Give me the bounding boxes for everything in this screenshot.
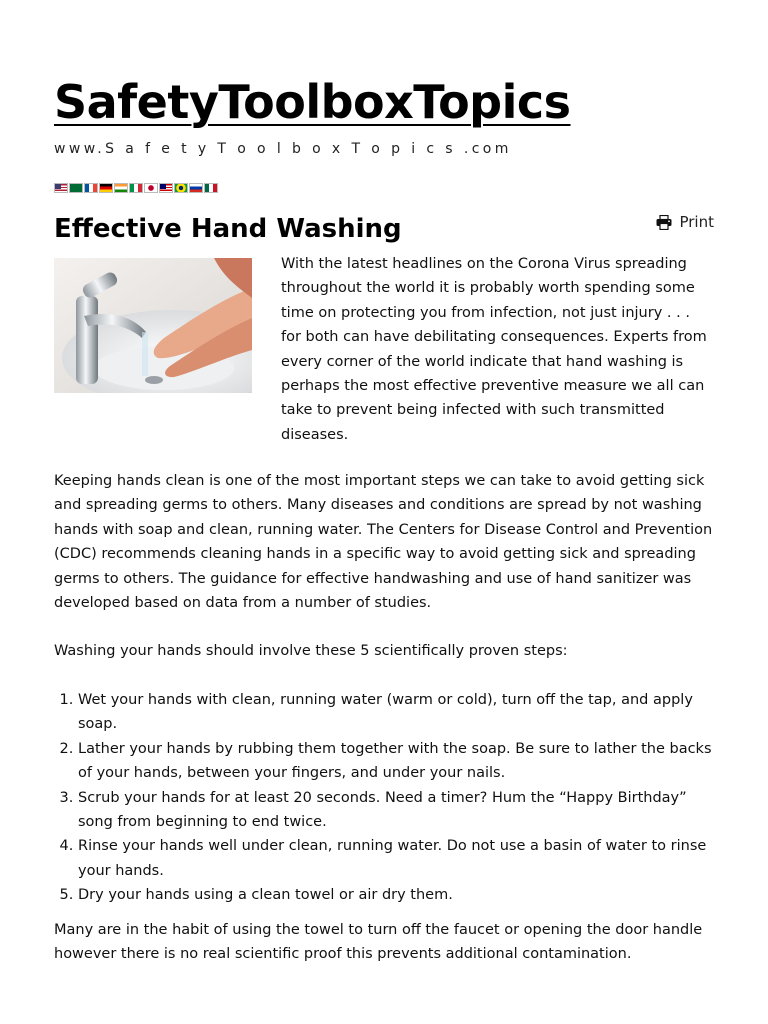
german-flag-icon[interactable] (99, 183, 113, 193)
language-flags (54, 183, 218, 193)
italian-flag-icon[interactable] (129, 183, 143, 193)
arabic-flag-icon[interactable] (69, 183, 83, 193)
site-url[interactable]: www.S a f e t y T o o l b o x T o p i c s .com (54, 141, 512, 157)
list-item: 5. Dry your hands using a clean towel or air dry them. (78, 883, 714, 907)
list-item: 3. Scrub your hands for at least 20 seconds. Need a timer? Hum the “Happy Birthday” song from beginning to end twice. (78, 786, 714, 835)
list-item: 1. Wet your hands with clean, running water (warm or cold), turn off the tap, and apply soap. (78, 688, 714, 737)
paragraph-hand-hygiene: Keeping hands clean is one of the most important steps we can take to avoid getting sick and spreading germs to others. Many diseases and conditions are spread by not washing hands with soap and clean, running water. The Centers for Disease Control and Prevention (CDC) recommends cleaning hands in a specific way to avoid getting sick and spreading germs to others. The guidance for effective handwashing and use of hand sanitizer was developed based on data from a number of studies. (54, 473, 713, 612)
site-title[interactable]: SafetyToolboxTopics (54, 75, 571, 129)
photo-spacer (54, 252, 281, 424)
article-title: Effective Hand Washing (54, 214, 402, 244)
portuguese-flag-icon[interactable] (174, 183, 188, 193)
hindi-flag-icon[interactable] (114, 183, 128, 193)
paragraph-towel-habit: Many are in the habit of using the towel to turn off the faucet or opening the door handle however there is no real scientific proof this prevents additional contamination. (54, 922, 703, 963)
list-item: 2. Lather your hands by rubbing them together with the soap. Be sure to lather the backs of your hands, between your fingers, and under your nails. (78, 737, 714, 786)
print-button[interactable] (656, 213, 714, 231)
spanish-flag-icon[interactable] (204, 183, 218, 193)
print-label: Print (679, 213, 714, 231)
intro-paragraph (54, 252, 714, 447)
malay-flag-icon[interactable] (159, 183, 173, 193)
steps-list (54, 688, 714, 908)
printer-icon (656, 215, 672, 230)
list-item: 4. Rinse your hands well under clean, running water. Do not use a basin of water to rinse your hands. (78, 834, 714, 883)
japanese-flag-icon[interactable] (144, 183, 158, 193)
french-flag-icon[interactable] (84, 183, 98, 193)
paragraph-steps-intro: Washing your hands should involve these 5 scientifically proven steps: (54, 643, 568, 659)
russian-flag-icon[interactable] (189, 183, 203, 193)
intro-text: With the latest headlines on the Corona Virus spreading throughout the world it is probably worth spending some time on protecting you from infection, not just injury . . . for both can have debilitating consequences. Experts from every corner of the world indicate that hand washing is perhaps the most effective preventive measure we all can take to prevent being infected with such transmitted diseases. (281, 256, 707, 443)
english-flag-icon[interactable] (54, 183, 68, 193)
